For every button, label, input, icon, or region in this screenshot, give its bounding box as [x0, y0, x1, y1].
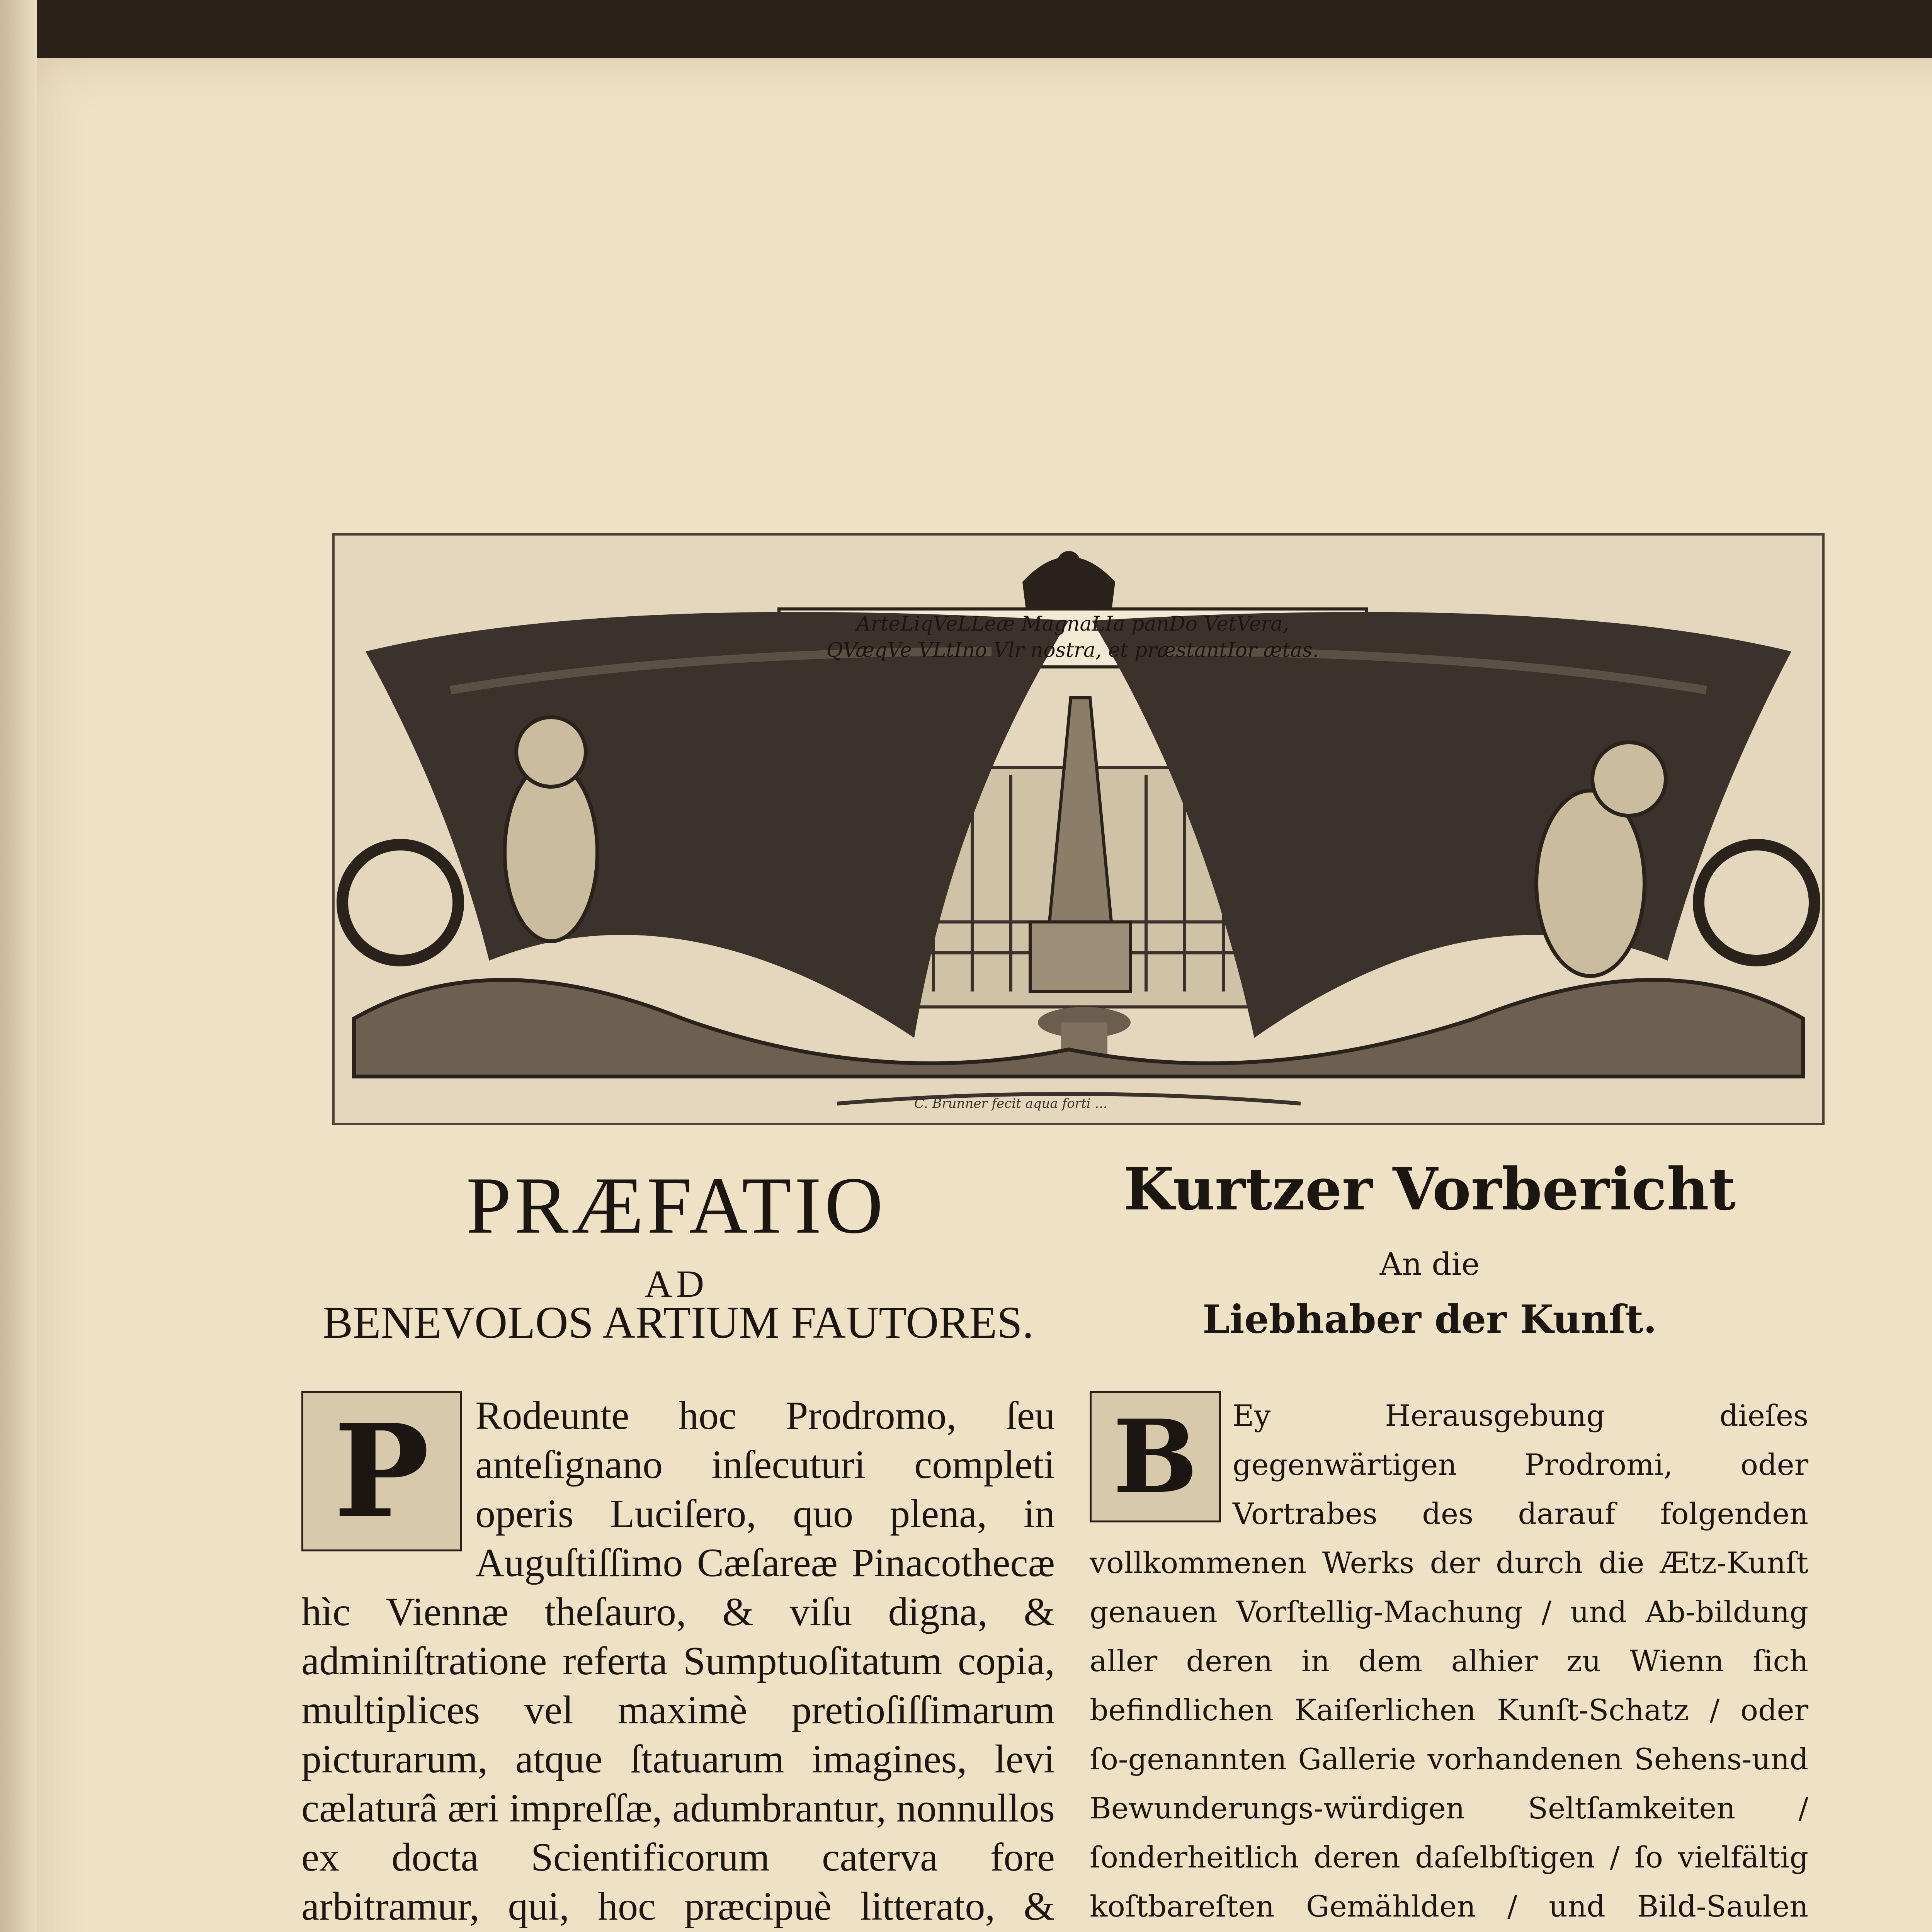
latin-body-column — [301, 1391, 1055, 1932]
german-title: Kurtzer Vorbericht — [1123, 1155, 1736, 1223]
german-subtitle: Liebhaber der Kunſt. — [1202, 1296, 1657, 1342]
engraver-signature: C. Brunner fecit aqua forti ... — [914, 1096, 1107, 1111]
latin-subtitle: BENEVOLOS ARTIUM FAUTORES. — [322, 1297, 1034, 1348]
latin-ad: AD — [644, 1262, 708, 1305]
top-margin-edge — [37, 0, 1932, 58]
german-initial-letter: B — [1113, 1398, 1198, 1516]
motto-line-1: ArteLiqVeLLeæ MagnaLIa panDo VetVera, — [856, 612, 1289, 636]
german-drop-cap — [1090, 1391, 1221, 1522]
german-an-die: An die — [1379, 1246, 1480, 1282]
german-body-column — [1090, 1391, 1808, 1932]
german-body-text: Ey Herausgebung dieſes gegenwärtigen Prodromi, oder Vortrabes des darauf folgenden vollkommenen Werks der durch die Ætz-Kunſt genauen Vorſtellig-Machung / und Ab-bildung aller deren in dem alhier zu Wienn ſich befindlichen Kaiſerlichen Kunſt-Schatz / oder ſo-genannten Gallerie vorhandenen Sehens-und Bewunderungs-würdigen Seltſamkeiten / ſonderheitlich deren daſelbſtigen / ſo vielfältig koſtbareſten Gemählden / und Bild-Saulen — [1090, 1398, 1808, 1923]
latin-drop-cap — [301, 1391, 462, 1551]
latin-title: PRÆFATIO — [466, 1161, 886, 1250]
engraved-headpiece — [332, 533, 1825, 1125]
latin-body-text: Rodeunte hoc Prodromo, ſeu anteſignano inſecuturi completi operis Luciſero, quo plena, in Auguſtiſſimo Cæſareæ Pinacothecæ hìc Viennæ theſauro, & viſu digna, & adminiſtratione referta Sumptuoſitatum copia, multiplices vel maximè pretioſiſſimarum picturarum, atque ſtatuarum imagines, levi cælaturâ æri impreſſæ, adumbrantur, nonnullos ex docta Scientificorum caterva fore arbitramur, qui, hoc præcipuè litterato, & — [301, 1393, 1055, 1929]
latin-initial-letter: P — [333, 1396, 430, 1546]
motto-line-2: QVæqVe VLtIno Vlr nostra, et præstantIor ætas. — [826, 639, 1319, 662]
left-facing-sheet — [0, 0, 37, 1932]
